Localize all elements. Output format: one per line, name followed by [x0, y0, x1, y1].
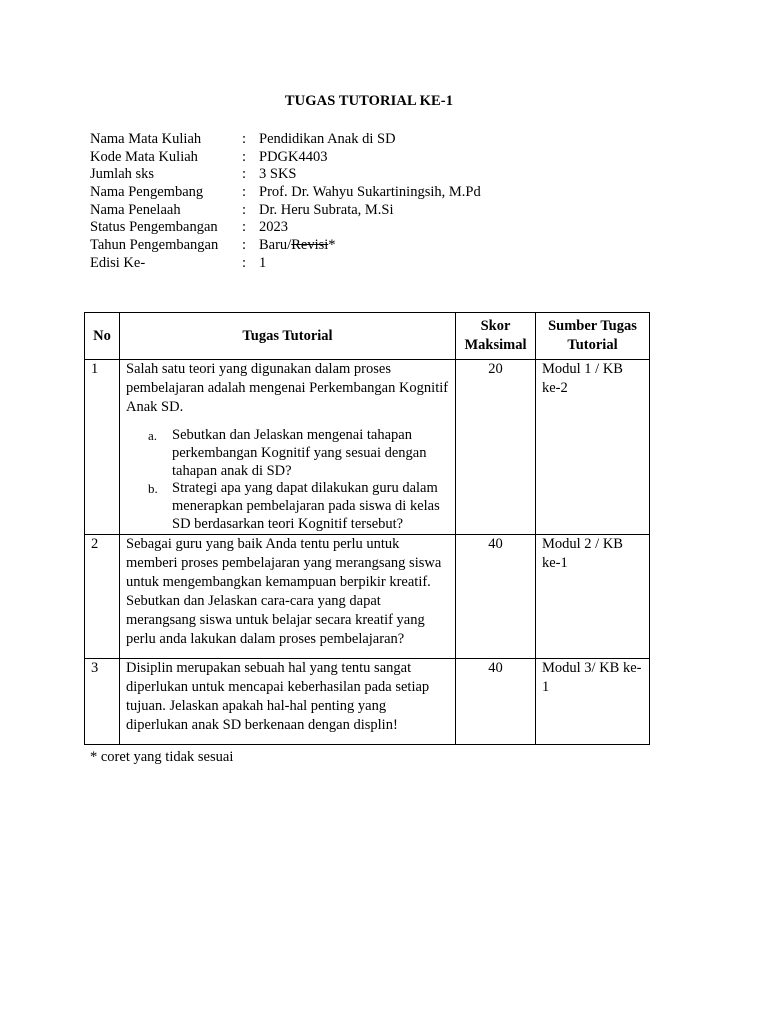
table-row [85, 360, 650, 535]
task-text: Sebagai guru yang baik Anda tentu perlu untuk memberi proses pembelajaran yang merangsang siswa untuk mengembangkan kemampuan berpikir kreatif. Sebutkan dan Jelaskan cara-cara yang dapat merangsang siswa untuk belajar secara kreatif yang perlu anda lakukan dalam proses pembelajaran? [126, 536, 442, 647]
info-row-credits [90, 166, 481, 184]
row-number: 3 [85, 659, 120, 745]
value-new: Baru/ [259, 237, 292, 254]
info-label: Nama Pengembang [90, 184, 204, 201]
header-score [456, 313, 536, 360]
task-text: Disiplin merupakan sebuah hal yang tentu sangat diperlukan untuk mencapai keberhasilan pada setiap tujuan. Jelaskan apakah hal-hal penting yang diperlukan anak SD berkenaan dengan displin! [126, 660, 430, 733]
info-value: 1 [259, 254, 267, 271]
info-row-developer [90, 184, 481, 202]
info-value: PDGK4403 [259, 148, 328, 165]
info-colon: : [242, 166, 247, 183]
info-label: Kode Mata Kuliah [90, 148, 198, 165]
info-row-course-name [90, 131, 481, 149]
subquestion-mark: a. [148, 428, 158, 443]
subquestion-mark: b. [148, 481, 158, 497]
subquestion-item [126, 427, 449, 480]
max-score: 40 [456, 659, 536, 745]
subquestion-text: Strategi apa yang dapat dilakukan guru dalam menerapkan pembelajaran pada siswa di kelas SD berdasarkan teori Kognitif tersebut? [172, 480, 440, 532]
header-source [536, 313, 650, 360]
value-asterisk: * [328, 237, 336, 254]
info-colon: : [242, 219, 247, 236]
info-label: Edisi Ke- [90, 254, 146, 271]
task-source: Modul 3/ KB ke- 1 [536, 659, 650, 745]
table-row [85, 659, 650, 745]
info-label: Jumlah sks [90, 166, 155, 183]
task-text: Salah satu teori yang digunakan dalam proses pembelajaran adalah mengenai Perkembangan Kognitif Anak SD. [126, 361, 449, 415]
header-score-line1: Skor [480, 318, 511, 334]
subquestion-item [126, 480, 449, 533]
header-task: Tugas Tutorial [120, 313, 456, 360]
info-label: Tahun Pengembangan [90, 237, 219, 254]
table-row [85, 535, 650, 659]
info-colon: : [242, 131, 247, 147]
info-row-development-status [90, 219, 481, 237]
info-label: Nama Penelaah [90, 201, 181, 218]
info-colon: : [242, 254, 247, 271]
info-label: Status Pengembangan [90, 219, 218, 236]
task-cell [120, 659, 456, 745]
footnote: * coret yang tidak sesuai [90, 749, 234, 765]
info-row-reviewer [90, 202, 481, 220]
task-source: Modul 2 / KB ke-1 [536, 535, 650, 659]
task-cell [120, 535, 456, 659]
subquestion-list [126, 427, 449, 534]
info-value: 3 SKS [259, 166, 297, 183]
header-source-line1: Sumber Tugas [548, 318, 637, 334]
info-value: Prof. Dr. Wahyu Sukartiningsih, M.Pd [259, 184, 481, 201]
max-score: 20 [456, 360, 536, 535]
info-row-course-code [90, 149, 481, 167]
max-score: 40 [456, 535, 536, 659]
info-label: Nama Mata Kuliah [90, 131, 202, 147]
info-value: 2023 [259, 219, 288, 236]
info-colon: : [242, 184, 247, 201]
tutorial-task-table [84, 312, 650, 745]
subquestion-text: Sebutkan dan Jelaskan mengenai tahapan perkembangan Kognitif yang sesuai dengan tahapan anak di SD? [172, 427, 427, 479]
row-number: 1 [85, 360, 120, 535]
header-score-line2: Maksimal [464, 337, 527, 353]
info-colon: : [242, 201, 247, 218]
table-header-row [85, 313, 650, 360]
info-row-edition [90, 255, 481, 273]
header-source-line2: Tutorial [567, 337, 618, 353]
info-value: Dr. Heru Subrata, M.Si [259, 201, 394, 218]
course-info [90, 131, 481, 273]
header-no: No [85, 313, 120, 360]
value-revision-struck: Revisi [291, 237, 329, 254]
task-cell [120, 360, 456, 535]
info-row-development-year [90, 237, 481, 255]
info-value [259, 237, 336, 255]
document-title: TUGAS TUTORIAL KE-1 [284, 93, 454, 109]
info-colon: : [242, 148, 247, 165]
info-colon: : [242, 237, 247, 254]
row-number: 2 [85, 535, 120, 659]
info-value: Pendidikan Anak di SD [259, 131, 396, 147]
task-source: Modul 1 / KB ke-2 [536, 360, 650, 535]
